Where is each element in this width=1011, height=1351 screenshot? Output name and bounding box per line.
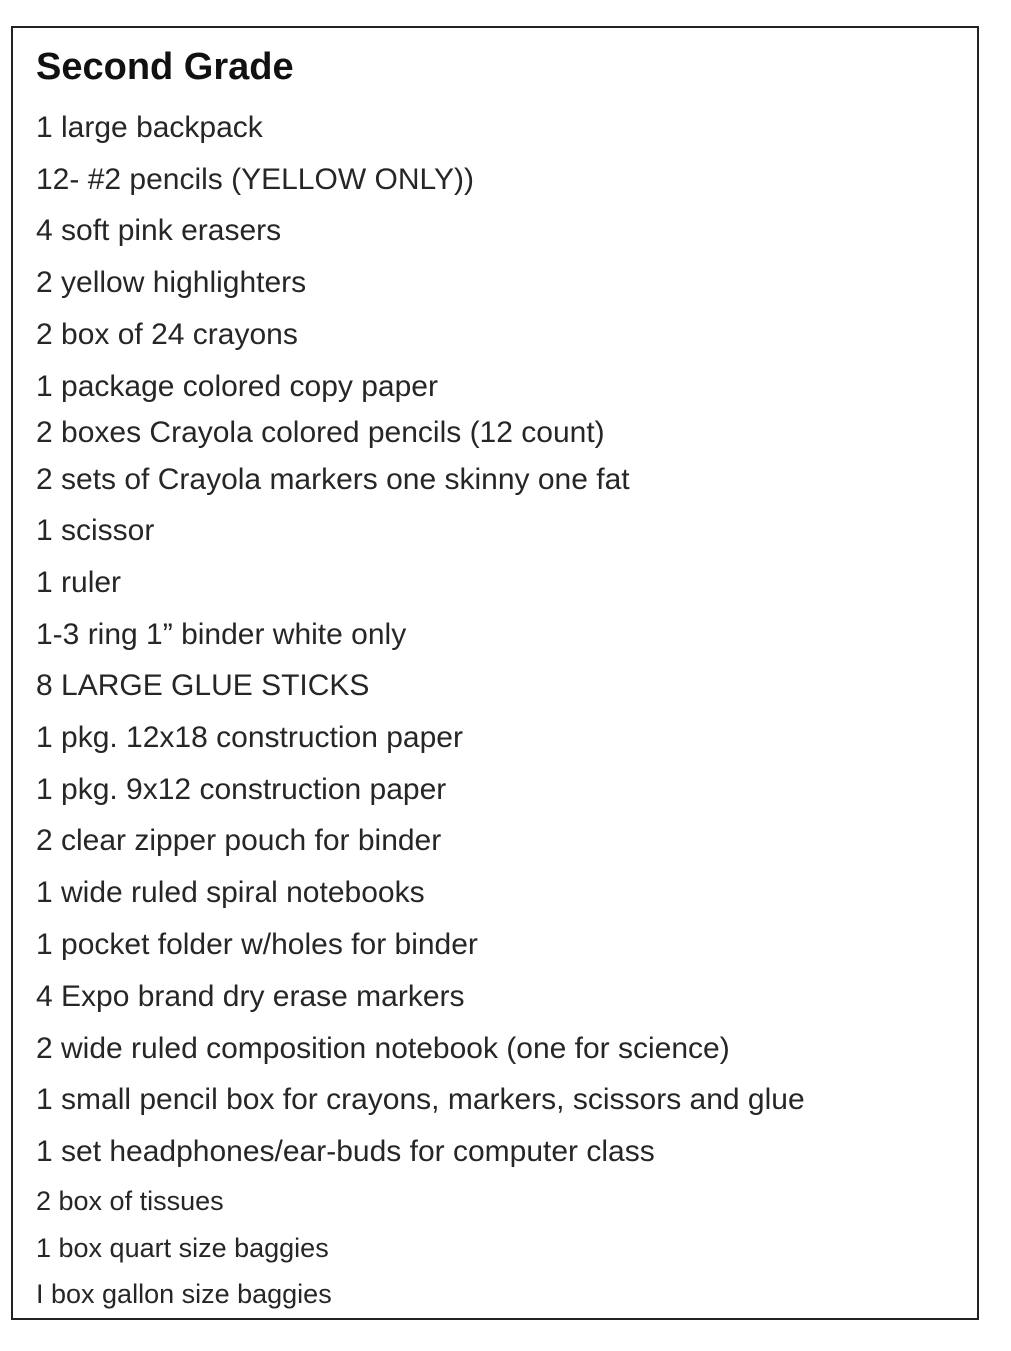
list-item: 4 Expo brand dry erase markers (36, 980, 465, 1013)
list-item: 2 clear zipper pouch for binder (36, 824, 442, 857)
list-item: 1 pkg. 9x12 construction paper (36, 773, 447, 806)
list-item: 1-3 ring 1” binder white only (36, 618, 407, 651)
list-item: 1 ruler (36, 566, 122, 599)
list-item: 2 yellow highlighters (36, 266, 307, 299)
list-item: 1 small pencil box for crayons, markers, scissors and glue (36, 1083, 805, 1116)
list-item: 1 pkg. 12x18 construction paper (36, 721, 463, 754)
list-item: 1 package colored copy paper (36, 370, 438, 403)
list-item: 1 pocket folder w/holes for binder (36, 928, 478, 961)
list-item: 2 boxes Crayola colored pencils (12 count) (36, 416, 605, 449)
list-item: 2 box of 24 crayons (36, 318, 298, 351)
list-item: 8 LARGE GLUE STICKS (36, 669, 370, 702)
list-item: 2 box of tissues (36, 1186, 224, 1216)
list-item: I box gallon size baggies (36, 1279, 332, 1309)
list-item: 12- #2 pencils (YELLOW ONLY)) (36, 163, 474, 196)
list-item: 2 sets of Crayola markers one skinny one fat (36, 463, 630, 496)
list-item: 1 large backpack (36, 111, 263, 144)
list-item: 2 wide ruled composition notebook (one for science) (36, 1032, 730, 1065)
list-item: 1 box quart size baggies (36, 1233, 329, 1263)
page-title: Second Grade (36, 46, 294, 88)
list-item: 4 soft pink erasers (36, 214, 282, 247)
list-item: 1 set headphones/ear-buds for computer class (36, 1135, 655, 1168)
list-item: 1 scissor (36, 514, 155, 547)
list-item: 1 wide ruled spiral notebooks (36, 876, 425, 909)
